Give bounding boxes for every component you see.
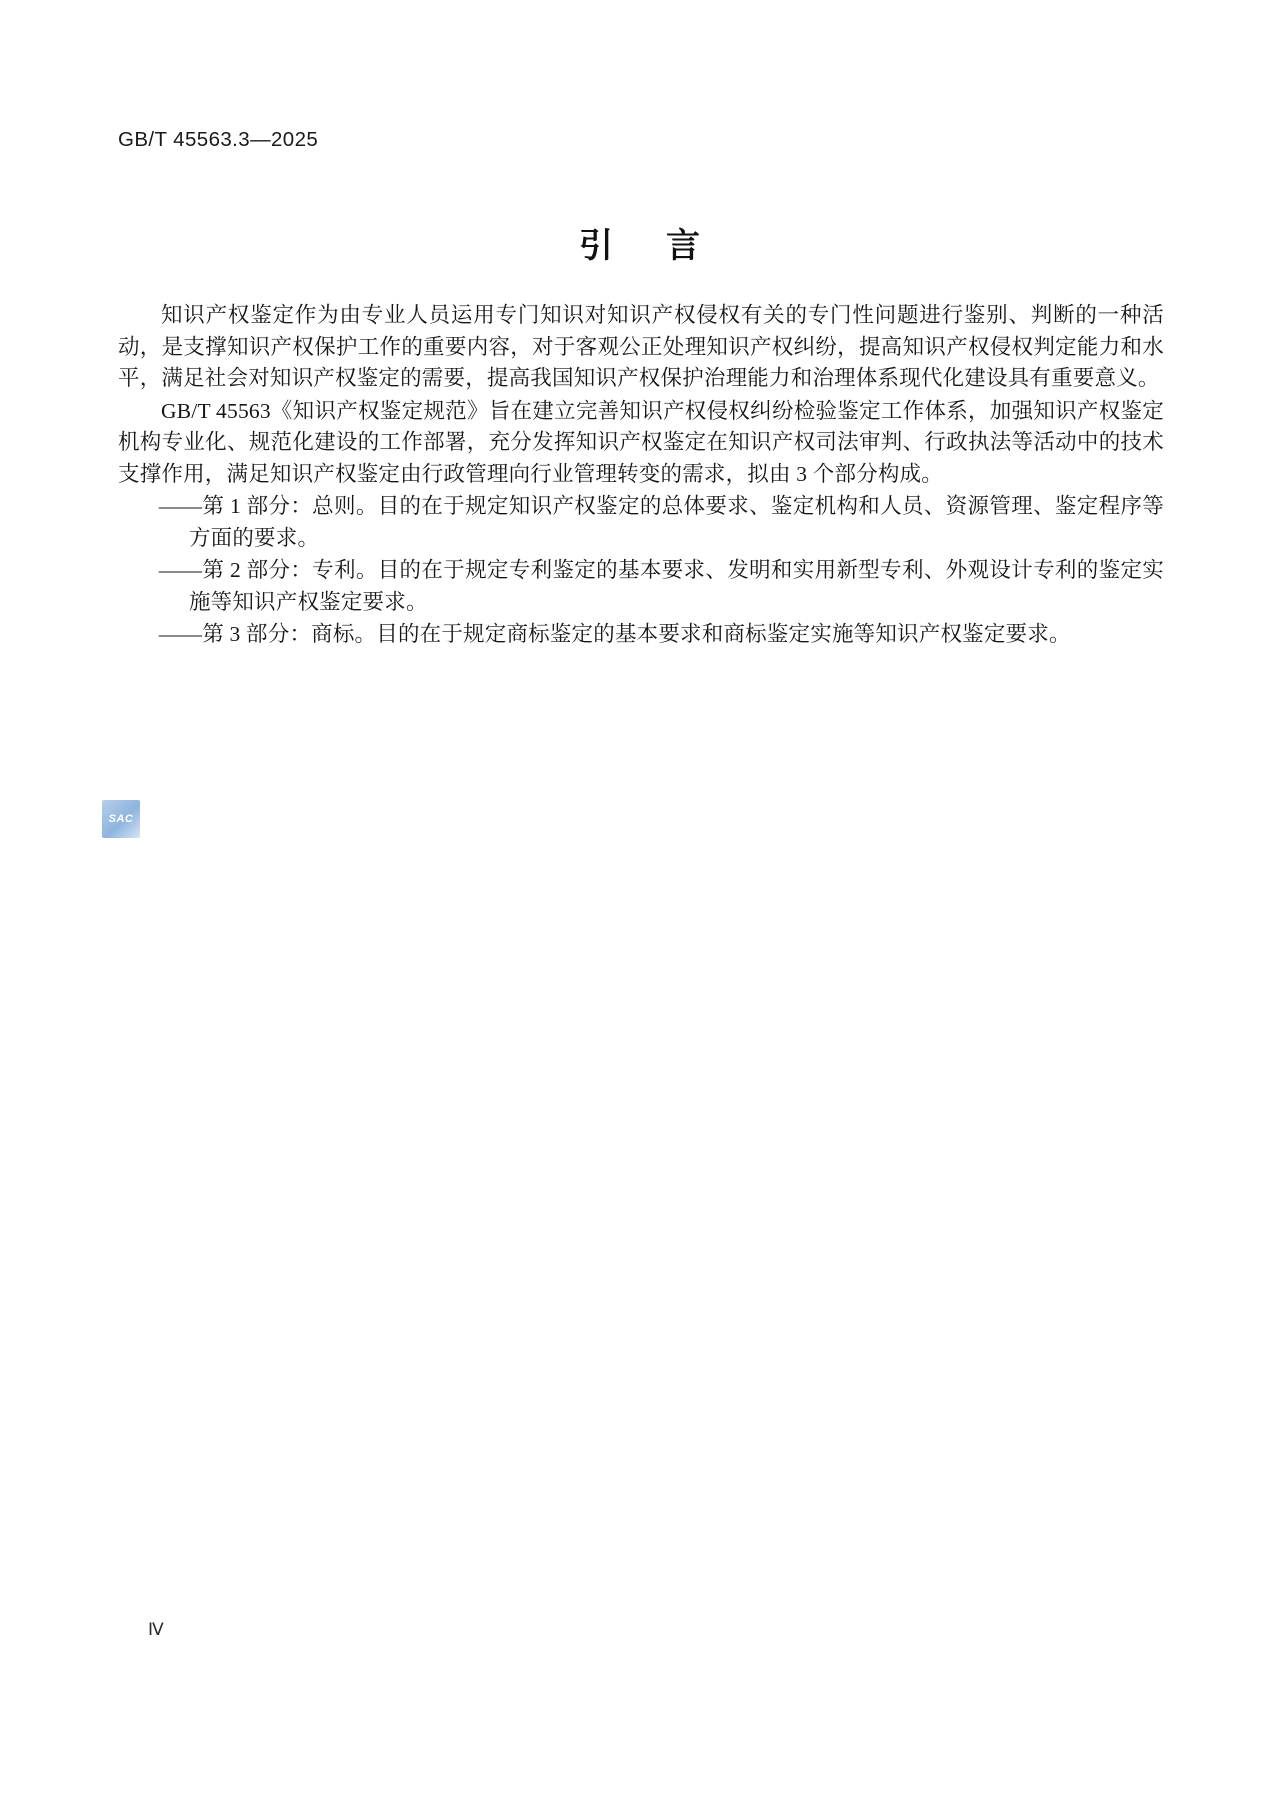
sac-logo-text: SAC	[108, 813, 134, 825]
standard-number: GB/T 45563.3—2025	[118, 128, 319, 151]
list-item: ——第 2 部分：专利。目的在于规定专利鉴定的基本要求、发明和实用新型专利、外观设计专利的鉴定实施等知识产权鉴定要求。	[158, 558, 1164, 614]
paragraph: 知识产权鉴定作为由专业人员运用专门知识对知识产权侵权有关的专门性问题进行鉴别、判断的一种活动，是支撑知识产权保护工作的重要内容，对于客观公正处理知识产权纠纷，提高知识产权侵权判定能力和水平，满足社会对知识产权鉴定的需要，提高我国知识产权保护治理能力和治理体系现代化建设具有重要意义。	[118, 303, 1164, 390]
body-content	[118, 300, 1164, 651]
page-title-char-2: 言	[666, 227, 701, 265]
page-title	[0, 218, 1280, 267]
page-title-char-1: 引	[579, 227, 614, 265]
sac-watermark-logo	[102, 800, 140, 838]
page-number: Ⅳ	[148, 1620, 164, 1639]
list-item: ——第 3 部分：商标。目的在于规定商标鉴定的基本要求和商标鉴定实施等知识产权鉴定要求。	[158, 622, 1071, 646]
paragraph: GB/T 45563《知识产权鉴定规范》旨在建立完善知识产权侵权纠纷检验鉴定工作体系，加强知识产权鉴定机构专业化、规范化建设的工作部署，充分发挥知识产权鉴定在知识产权司法审判、行政执法等活动中的技术支撑作用，满足知识产权鉴定由行政管理向行业管理转变的需求，拟由 3 个部分构成。	[118, 398, 1164, 486]
list-item: ——第 1 部分：总则。目的在于规定知识产权鉴定的总体要求、鉴定机构和人员、资源管理、鉴定程序等方面的要求。	[158, 494, 1164, 550]
